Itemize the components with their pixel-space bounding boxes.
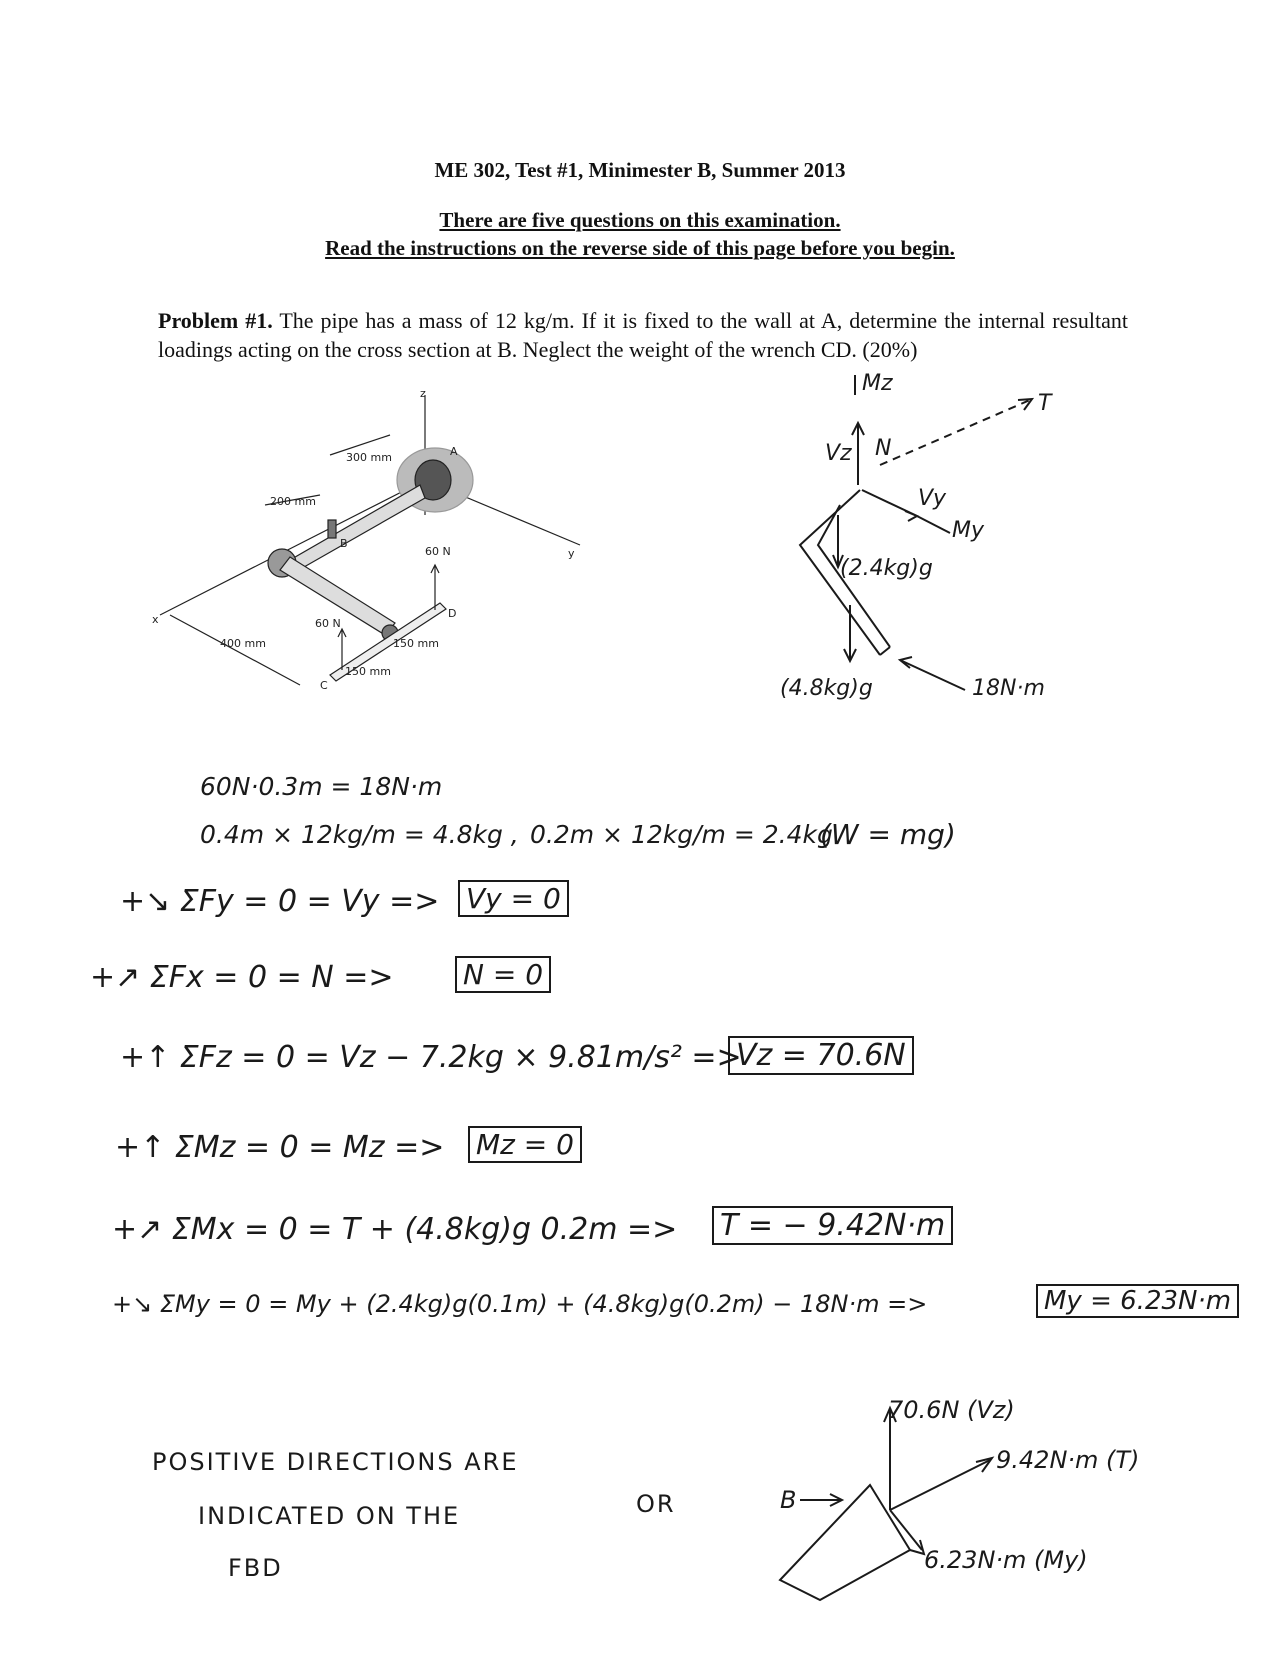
- label-d: D: [448, 607, 457, 620]
- problem-statement: [158, 306, 1128, 364]
- label-60n-top: 60 N: [425, 545, 451, 558]
- result-n-box: N = 0: [455, 956, 551, 993]
- label-x: x: [152, 613, 159, 626]
- fbd-label-my: My: [952, 518, 985, 543]
- exam-instruction-line-2: Read the instructions on the reverse side of this page before you begin.: [325, 236, 955, 260]
- note-or: OR: [636, 1490, 676, 1518]
- result-label-t: 9.42N·m (T): [996, 1446, 1140, 1474]
- result-label-b: B: [780, 1486, 797, 1514]
- fbd-moment-arrow: [900, 660, 965, 690]
- work-line-5: +↑ ΣFz = 0 = Vz − 7.2kg × 9.81m/s² =>: [120, 1040, 742, 1075]
- label-300mm: 300 mm: [346, 451, 392, 464]
- work-line-4: +↗ ΣFx = 0 = N =>: [90, 960, 394, 995]
- note-line-2: INDICATED ON THE: [198, 1502, 461, 1530]
- label-400mm: 400 mm: [220, 637, 266, 650]
- dim-line-400: [170, 615, 300, 685]
- pipe-figure: [150, 385, 620, 725]
- work-line-6: +↑ ΣMz = 0 = Mz =>: [115, 1130, 445, 1165]
- label-y: y: [568, 547, 575, 560]
- work-line-7: +↗ ΣMx = 0 = T + (4.8kg)g 0.2m =>: [112, 1212, 678, 1247]
- fbd-label-vz: Vz: [825, 441, 852, 466]
- fbd-t-arrowhead: [1018, 399, 1032, 410]
- fbd-my-arrow: [915, 515, 950, 533]
- result-vz-box: Vz = 70.6N: [728, 1036, 914, 1075]
- work-line-1: 60N·0.3m = 18N·m: [200, 772, 443, 801]
- label-a: A: [450, 445, 458, 458]
- work-line-3: +↘ ΣFy = 0 = Vy =>: [120, 884, 440, 919]
- fbd-label-mz: Mz: [862, 371, 893, 396]
- free-body-diagram: [740, 365, 1120, 715]
- result-my-arrowhead: [910, 1540, 924, 1554]
- fbd-label-w2: (4.8kg)g: [780, 676, 873, 701]
- label-150mm-a: 150 mm: [393, 637, 439, 650]
- exam-title: ME 302, Test #1, Minimester B, Summer 2013: [434, 158, 846, 182]
- result-vy-box: Vy = 0: [458, 880, 569, 917]
- section-b-marker: [328, 520, 336, 538]
- work-line-8: +↘ ΣMy = 0 = My + (2.4kg)g(0.1m) + (4.8kg)g(0.2m) − 18N·m =>: [112, 1290, 928, 1318]
- result-label-my: 6.23N·m (My): [924, 1546, 1088, 1574]
- note-line-1: POSITIVE DIRECTIONS ARE: [152, 1448, 519, 1476]
- result-label-vz: 70.6N (Vz): [888, 1396, 1015, 1424]
- label-b: B: [340, 537, 348, 550]
- result-t-arrow: [890, 1460, 990, 1510]
- label-200mm: 200 mm: [270, 495, 316, 508]
- work-line-2a: 0.4m × 12kg/m = 4.8kg ,: [200, 820, 519, 849]
- label-c: C: [320, 679, 328, 692]
- fbd-pipe-end: [880, 647, 890, 655]
- fbd-label-w1: (2.4kg)g: [840, 556, 933, 581]
- work-line-2c: (W = mg): [820, 818, 956, 851]
- note-line-3: FBD: [228, 1554, 283, 1582]
- result-sketch: [740, 1390, 1180, 1620]
- label-60n-left: 60 N: [315, 617, 341, 630]
- label-z: z: [420, 387, 426, 400]
- exam-instruction-line-1: There are five questions on this examination.: [439, 208, 841, 232]
- result-mz-box: Mz = 0: [468, 1126, 582, 1163]
- fbd-label-vy: Vy: [918, 486, 947, 511]
- problem-text: The pipe has a mass of 12 kg/m. If it is fixed to the wall at A, determine the internal resultant loadings acting on the cross section at B. Neglect the weight of the wrench CD. (20%): [158, 308, 1128, 362]
- fbd-t-arrow: [880, 400, 1030, 465]
- fbd-label-t: T: [1038, 391, 1052, 416]
- label-150mm-b: 150 mm: [345, 665, 391, 678]
- fbd-label-n: N: [875, 436, 892, 461]
- work-line-2b: 0.2m × 12kg/m = 2.4kg: [530, 820, 833, 849]
- problem-label: Problem #1.: [158, 308, 273, 333]
- result-t-box: T = − 9.42N·m: [712, 1206, 953, 1245]
- fbd-label-moment: 18N·m: [972, 676, 1045, 701]
- result-my-box: My = 6.23N·m: [1036, 1284, 1239, 1318]
